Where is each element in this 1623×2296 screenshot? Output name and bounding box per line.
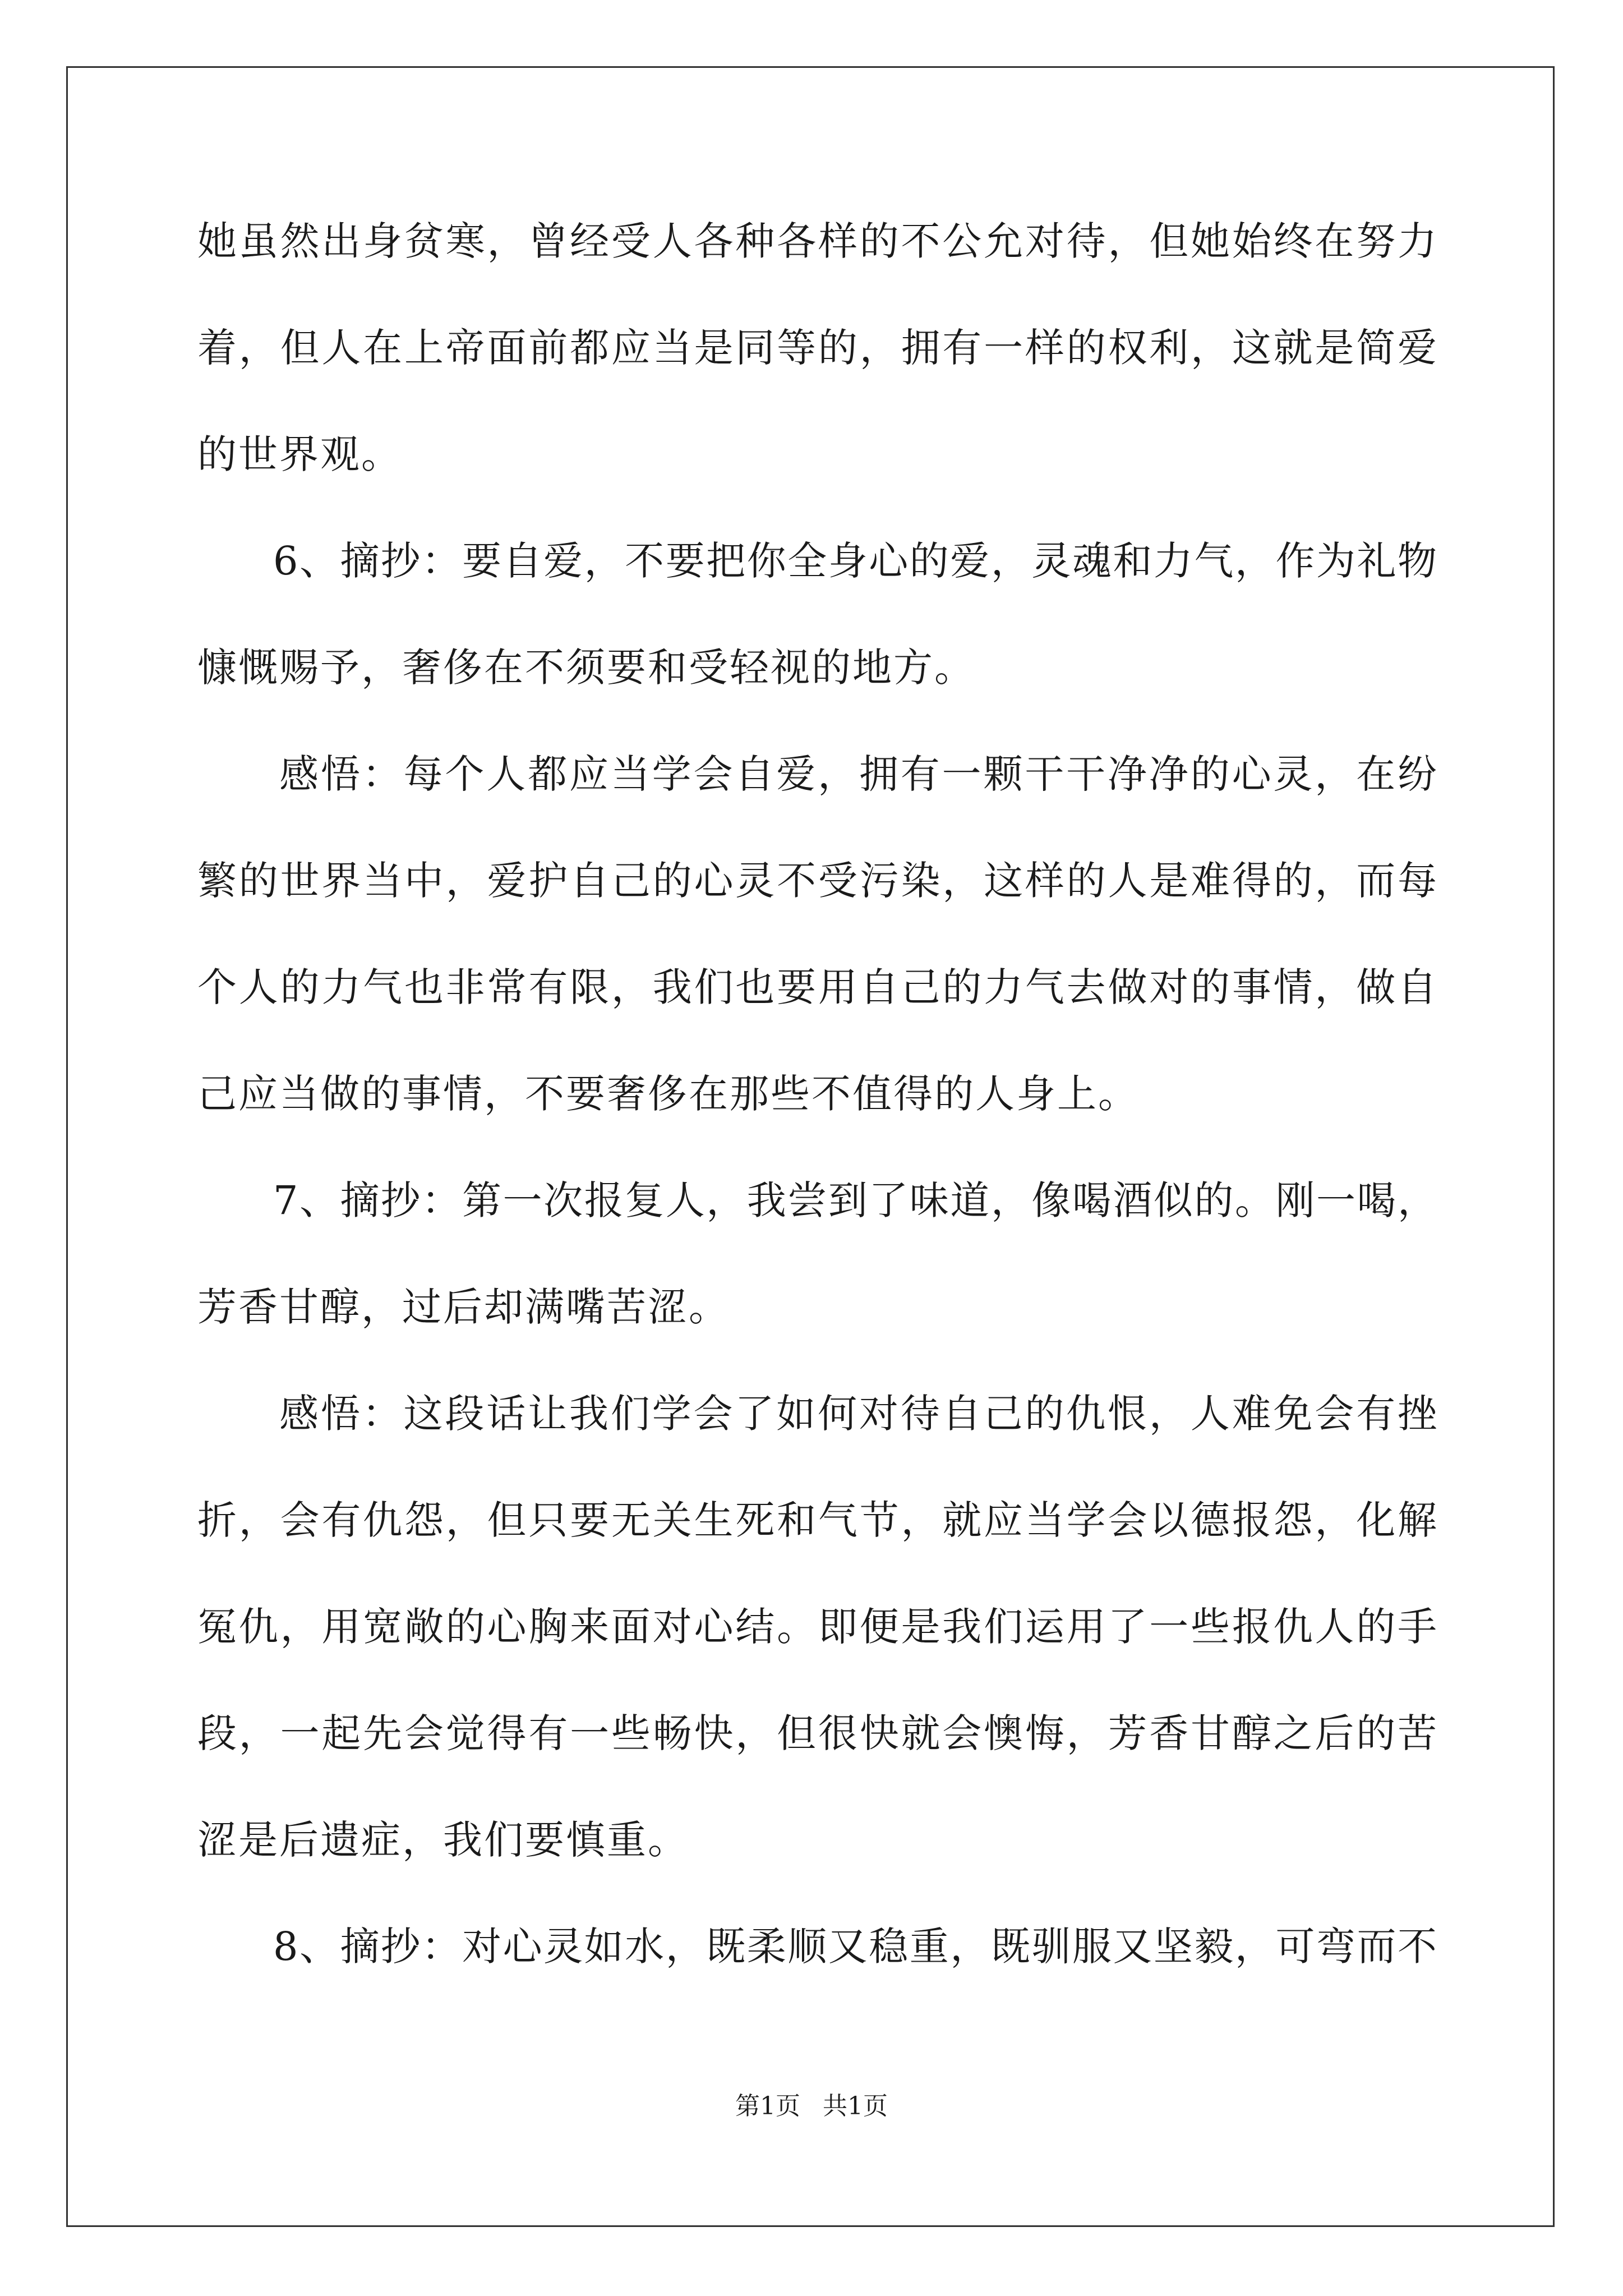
paragraph-line: 6、摘抄：要自爱，不要把你全身心的爱，灵魂和力气，作为礼物 [273, 538, 1437, 584]
paragraph-line: 繁的世界当中，爱护自己的心灵不受污染，这样的人是难得的，而每 [197, 858, 1437, 904]
page-number-total: 共1页 [823, 2092, 888, 2120]
paragraph-line: 感悟：这段话让我们学会了如何对待自己的仇恨，人难免会有挫 [279, 1391, 1437, 1437]
paragraph-line: 8、摘抄：对心灵如水，既柔顺又稳重，既驯服又坚毅，可弯而不 [273, 1924, 1437, 1970]
paragraph-line: 芳香甘醇，过后却满嘴苦涩。 [197, 1284, 730, 1330]
page-border [66, 66, 1555, 2227]
paragraph-line: 个人的力气也非常有限，我们也要用自己的力气去做对的事情，做自 [197, 964, 1437, 1010]
paragraph-line: 己应当做的事情，不要奢侈在那些不值得的人身上。 [197, 1071, 1139, 1117]
paragraph-line: 的世界观。 [197, 431, 402, 477]
page-footer [0, 2090, 1623, 2123]
paragraph-line: 慷慨赐予，奢侈在不须要和受轻视的地方。 [197, 645, 975, 691]
paragraph-line: 涩是后遗症，我们要慎重。 [197, 1817, 689, 1863]
page-number-current: 第1页 [735, 2092, 800, 2120]
paragraph-line: 着，但人在上帝面前都应当是同等的，拥有一样的权利，这就是简爱 [197, 325, 1437, 371]
paragraph-line: 7、摘抄：第一次报复人，我尝到了味道，像喝酒似的。刚一喝， [273, 1177, 1437, 1223]
paragraph-line: 折，会有仇怨，但只要无关生死和气节，就应当学会以德报怨，化解 [197, 1497, 1437, 1543]
paragraph-line: 段，一起先会觉得有一些畅快，但很快就会懊悔，芳香甘醇之后的苦 [197, 1710, 1437, 1756]
paragraph-line: 冤仇，用宽敞的心胸来面对心结。即便是我们运用了一些报仇人的手 [197, 1604, 1437, 1650]
paragraph-line: 她虽然出身贫寒，曾经受人各种各样的不公允对待，但她始终在努力 [197, 218, 1437, 264]
paragraph-line: 感悟：每个人都应当学会自爱，拥有一颗干干净净的心灵，在纷 [279, 751, 1437, 797]
